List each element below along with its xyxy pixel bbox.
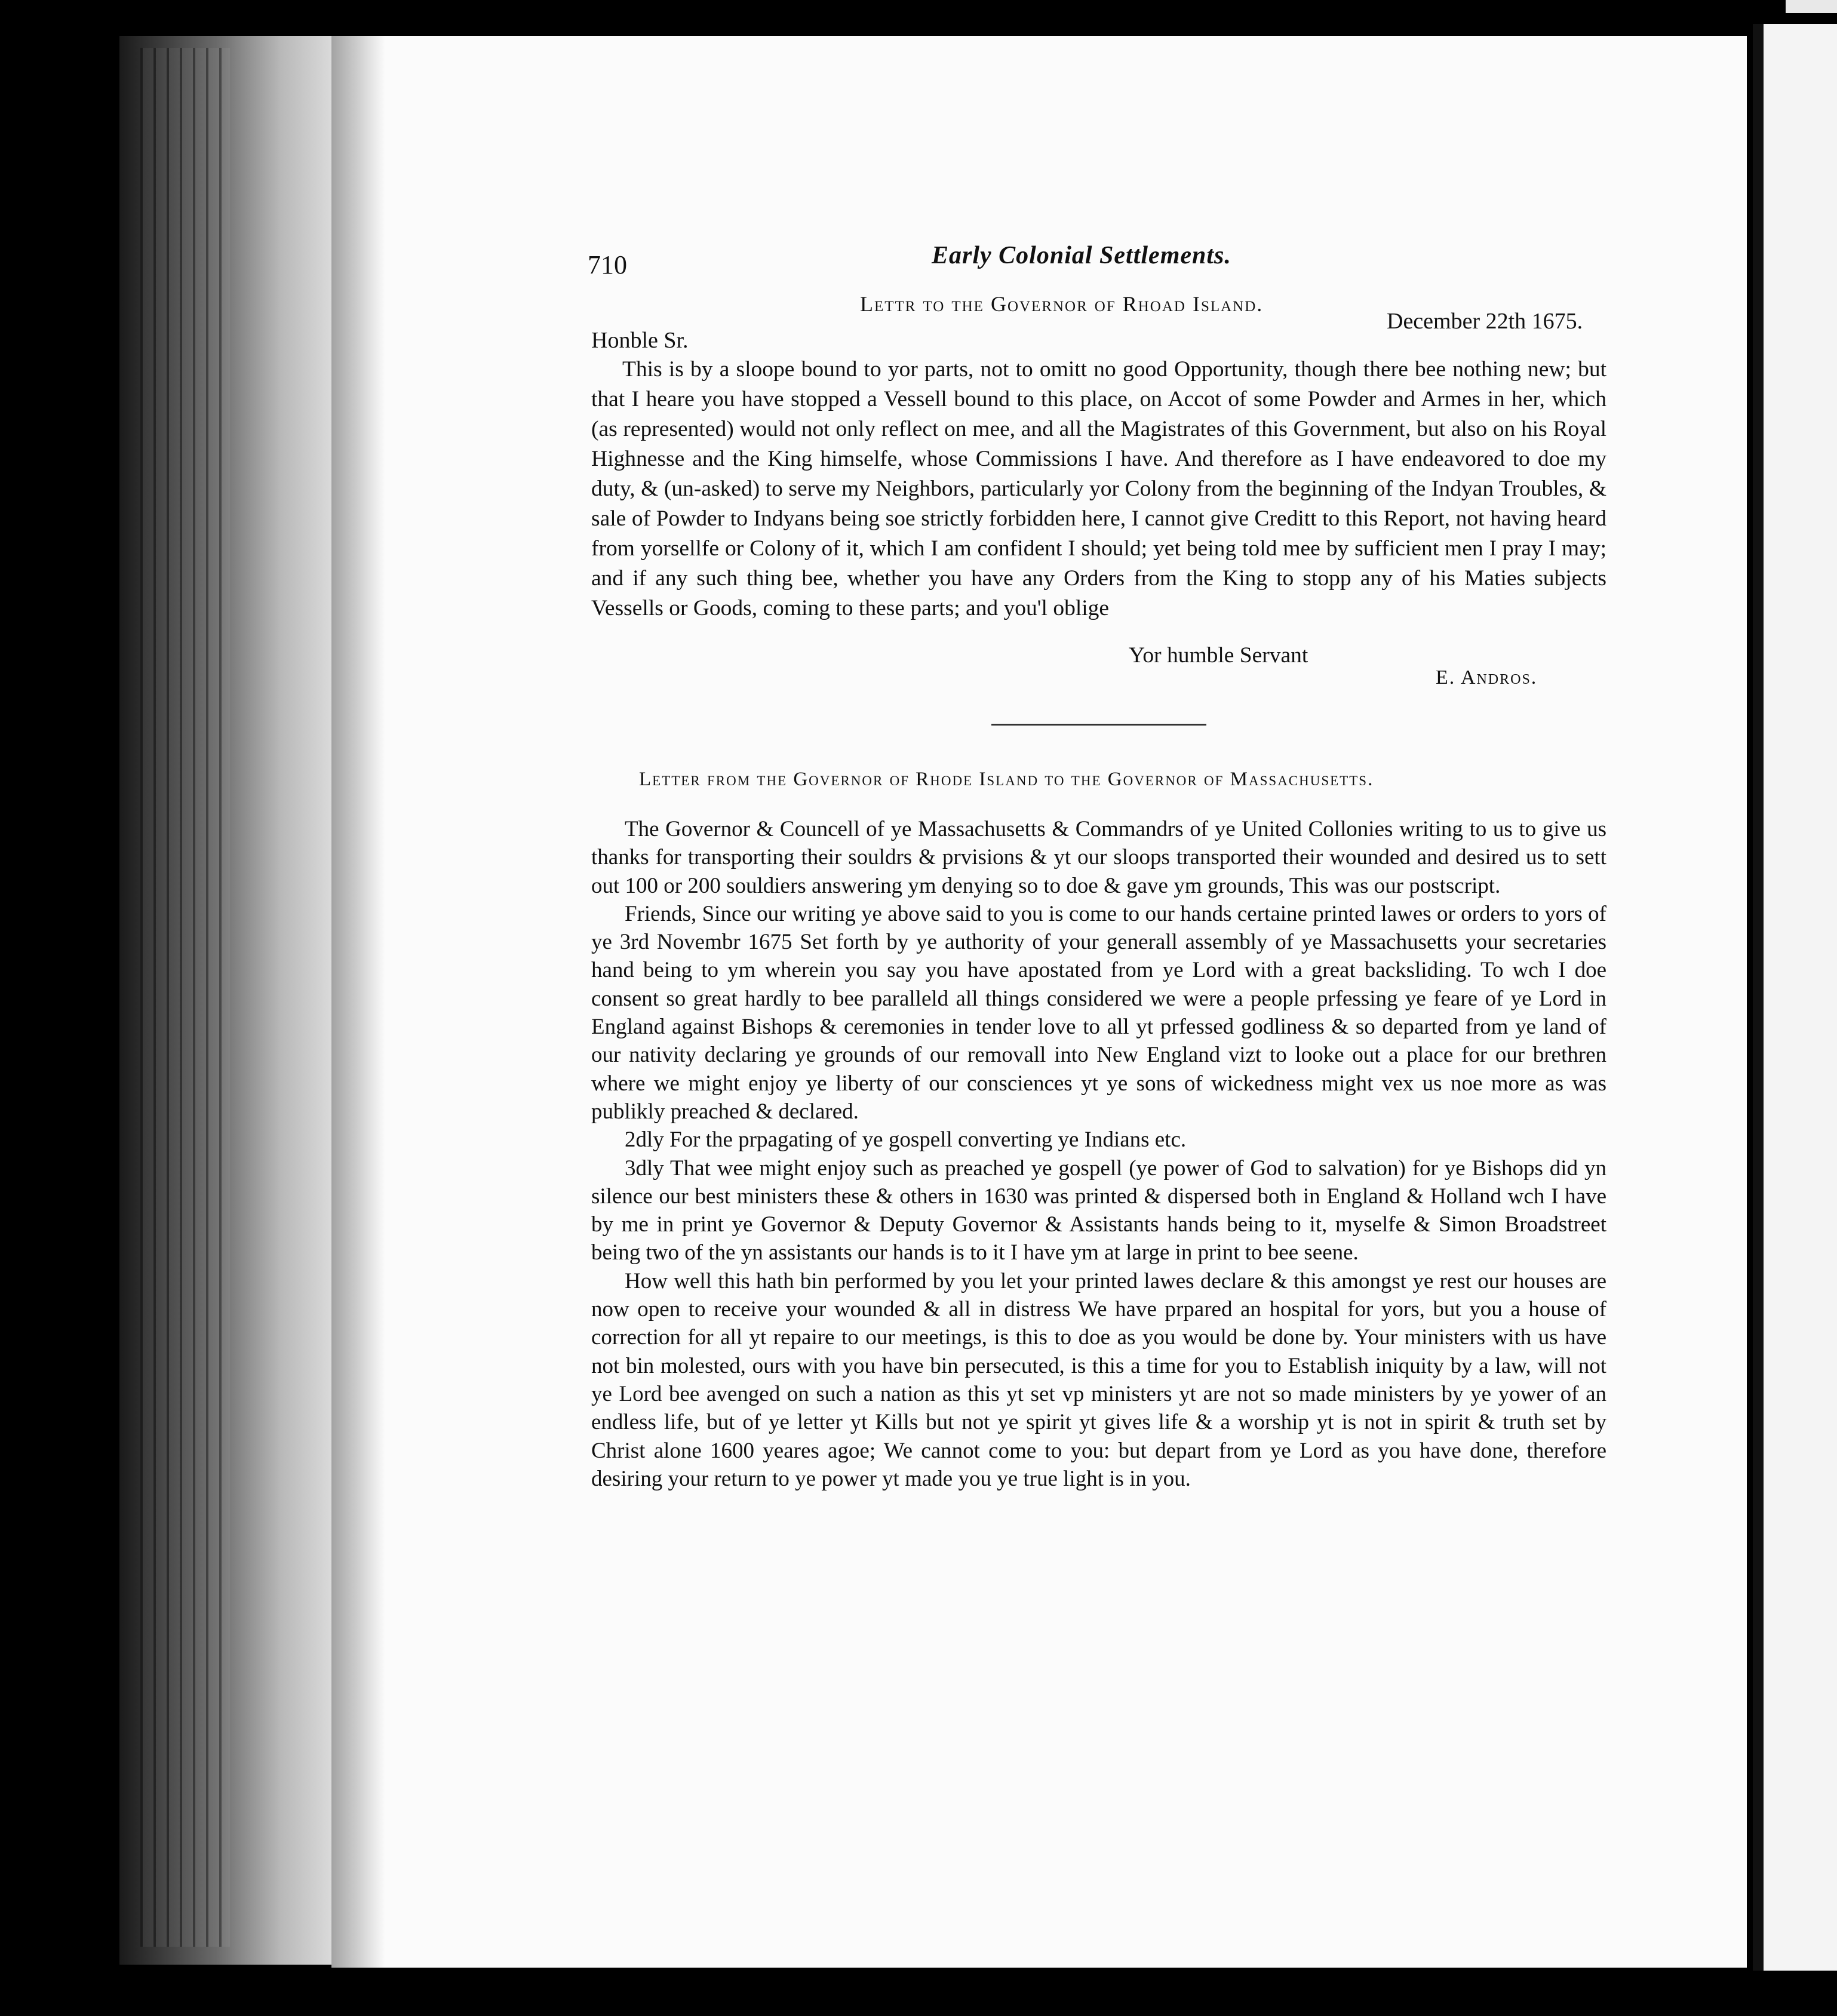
running-title: Early Colonial Settlements. <box>932 242 1231 269</box>
letter1-closing: Yor humble Servant <box>1129 643 1308 668</box>
page-number: 710 <box>588 250 627 279</box>
letter2-paragraph: The Governor & Councell of ye Massachusetts & Commandrs of ye United Collonies writing to us to give us thanks for transporting their souldrs & prvisions & yt our sloops transported their wounded and desired us to sett out 100 or 200 souldiers answering ym denying so to doe & gave ym grounds, This was our postscript. <box>591 817 1606 898</box>
letter1-salutation: Honble Sr. <box>591 328 689 353</box>
corner-scrap <box>1786 0 1837 13</box>
letter2-paragraph: Friends, Since our writing ye above said to you is come to our hands certaine printed lawes or orders to yors of ye 3rd Novembr 1675 Set forth by ye authority of your generall assembly of ye Massachusetts your secretaries hand being to ym wherein you say you have apostated from ye Lord with a great backsliding. To wch I doe consent so great hardly to bee paralleld all things considered we were a people prfessing ye feare of ye Lord in England against Bishops & ceremonies in tender love to all yt prfessed godliness & so departed from ye land of our nativity declaring ye grounds of our removall into New England vizt to looke out a place for our brethren where we might enjoy ye liberty of our consciences yt ye sons of wickedness might vex us noe more as was publikly preached & declared. <box>591 901 1606 1124</box>
letter2-paragraph: 2dly For the prpagating of ye gospell converting ye Indians etc. <box>625 1127 1187 1153</box>
adjacent-page-edge <box>1753 24 1837 1971</box>
page-gutter-shadow <box>331 36 385 1968</box>
letter1-signature: E. Andros. <box>1436 666 1538 689</box>
letter1-heading: Lettr to the Governor of Rhoad Island. <box>860 292 1264 316</box>
section-divider <box>991 724 1206 726</box>
binding-edge-texture <box>140 48 230 1947</box>
letter2-paragraph: 3dly That wee might enjoy such as preached ye gospell (ye power of God to salvation) for ye Bishops did yn silence our best ministers these & others in 1630 was printed & dispersed both in England & Holland wch I have by me in print ye Governor & Deputy Governor & Assistants hands being to it, myselfe & Simon Broadstreet being two of the yn assistants our hands is to it I have ym at large in print to bee seene. <box>591 1155 1606 1265</box>
letter2-body <box>591 815 1606 1493</box>
letter1-date: December 22th 1675. <box>1387 309 1583 334</box>
letter1-body: This is by a sloope bound to yor parts, not to omitt no good Opportunity, though there bee nothing new; but that I heare you have stopped a Vessell bound to this place, on Accot of some Powder and Armes in her, which (as represented) would not only reflect on mee, and all the Magistrates of this Government, but also on his Royal Highnesse and the King himselfe, whose Commissions I have. And therefore as I have endeavored to doe my duty, & (un-asked) to serve my Neighbors, particularly yor Colony from the beginning of the Indyan Troubles, & sale of Powder to Indyans being soe strictly forbidden here, I cannot give Creditt to this Report, not having heard from yorsellfe or Colony of it, which I am confident I should; yet being told mee by sufficient men I pray I may; and if any such thing bee, whether you have any Orders from the King to stopp any of his Maties subjects Vessells or Goods, coming to these parts; and you'l oblige <box>591 357 1606 620</box>
letter2-heading: Letter from the Governor of Rhode Island to the Governor of Massachusetts. <box>639 769 1374 790</box>
letter2-paragraph: How well this hath bin performed by you let your printed lawes declare & this amongst ye rest our houses are now open to receive your wounded & all in distress We have prpared an hospital for yors, but you a house of correction for all yt repaire to our meetings, is this to doe as you would be done by. Your ministers with us have not bin molested, ours with you have bin persecuted, is this a time for you to Establish iniquity by a law, will not ye Lord bee avenged on such a nation as this yt set vp ministers yt are not so made ministers by ye yower of an endless life, but of ye letter yt Kills but not ye spirit yt gives life & a worship yt is not in spirit & truth set by Christ alone 1600 yeares agoe; We cannot come to you: but depart from ye Lord as you have done, therefore desiring your return to ye power yt made you ye true light is in you. <box>591 1268 1606 1491</box>
